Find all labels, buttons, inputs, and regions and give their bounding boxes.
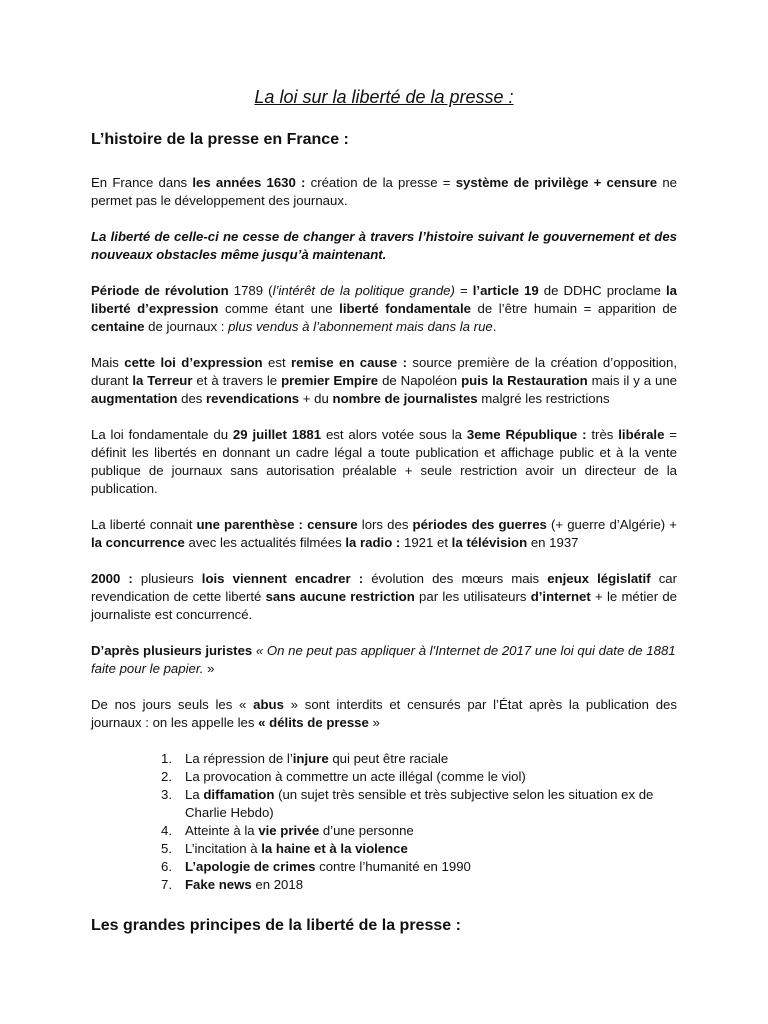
paragraph-origins (91, 174, 677, 210)
text-run-bold: 2000 : (91, 571, 133, 586)
text-run-bold: la liberté d’expression (91, 283, 678, 316)
text-run: est alors votée sous la (321, 427, 467, 442)
text-run-bold: liberté fondamentale (339, 301, 472, 316)
list-number: 7. (161, 877, 172, 892)
text-run: » (203, 661, 215, 676)
text-run: » (368, 715, 380, 730)
text-run-bold: une parenthèse : (196, 517, 303, 532)
text-run: plusieurs (132, 571, 202, 586)
text-run-bold: revendications (206, 391, 300, 406)
list-number: 6. (161, 859, 172, 874)
text-run-bold: remise en cause : (291, 355, 407, 370)
text-run-bold: la concurrence (91, 535, 185, 550)
text-run: L’incitation à (185, 841, 262, 856)
text-run: car revendication de cette liberté (91, 571, 678, 604)
text-run-bold: la haine et à la violence (261, 841, 408, 856)
text-run: La loi fondamentale du (91, 427, 233, 442)
text-run: ne permet pas le développement des journaux. (91, 175, 677, 208)
text-run: La répression de l’ (185, 751, 293, 766)
section-heading-principles: Les grandes principes de la liberté de la presse : (91, 917, 461, 934)
text-run: et à travers le (192, 373, 282, 388)
text-run-bold: la télévision (451, 535, 528, 550)
quote-text: On ne peut pas appliquer à l'Internet de 2017 une loi qui date de 1881 faite pour le papier. (91, 643, 676, 676)
text-run: de l’être humain = apparition de (471, 301, 677, 316)
paragraph-law-1881 (91, 426, 677, 498)
text-run-bold: Période de révolution (91, 283, 229, 298)
text-run-italic: « (252, 643, 267, 658)
text-run-bold: vie privée (258, 823, 320, 838)
text-run-bold: sans aucune restriction (265, 589, 415, 604)
text-run-bold: la Terreur (132, 373, 193, 388)
text-run: (+ guerre d’Algérie) + (546, 517, 677, 532)
text-run-bold: cette loi d’expression (124, 355, 263, 370)
text-run: qui peut être raciale (328, 751, 449, 766)
paragraph-2000 (91, 570, 677, 624)
text-run-bold: lois viennent encadrer : (201, 571, 364, 586)
text-run: très (586, 427, 619, 442)
text-run: En France dans (91, 175, 193, 190)
text-run: par les utilisateurs (414, 589, 531, 604)
text-run: 1921 et (400, 535, 452, 550)
list-item (161, 876, 677, 894)
document-title: La loi sur la liberté de la presse : (254, 87, 514, 107)
text-run: 1789 ( (228, 283, 273, 298)
text-run-bold: système de privilège + censure (455, 175, 658, 190)
text-run: est (262, 355, 292, 370)
text-run: Mais (91, 355, 125, 370)
text-run: Atteinte à la (185, 823, 259, 838)
text-run-italic: l’intérêt de la politique grande) (272, 283, 455, 298)
text-run-bold: centaine (91, 319, 145, 334)
list-number: 4. (161, 823, 172, 838)
text-run-bold: L’apologie de crimes (185, 859, 316, 874)
paragraph-press-offenses (91, 696, 677, 732)
text-run: mais il y a une (587, 373, 678, 388)
list-item (161, 858, 677, 876)
text-run: en 2018 (251, 877, 304, 892)
text-run: de Napoléon (378, 373, 462, 388)
text-run-italic: plus vendus à l’abonnement mais dans la rue (228, 319, 493, 334)
text-run-bold: enjeux législatif (547, 571, 651, 586)
list-number: 3. (161, 787, 172, 802)
text-run-bold: Fake news (185, 877, 252, 892)
offenses-list (91, 750, 677, 894)
text-run: = (454, 283, 473, 298)
paragraph-questioned (91, 354, 677, 408)
list-item (161, 750, 677, 768)
text-run-bold: premier Empire (281, 373, 379, 388)
text-run-bold: D’après plusieurs juristes (91, 643, 253, 658)
text-run: comme étant une (218, 301, 340, 316)
text-run-bold: nombre de journalistes (332, 391, 478, 406)
text-run: lors des (357, 517, 413, 532)
paragraph-freedom-changes: La liberté de celle-ci ne cesse de changer à travers l’histoire suivant le gouvernement et des nouveaux obstacles même jusqu’à maintenant. (91, 229, 677, 262)
text-run-bold: puis la Restauration (461, 373, 588, 388)
text-run-bold: l’article 19 (472, 283, 539, 298)
list-number: 5. (161, 841, 172, 856)
text-run: création de la presse = (305, 175, 456, 190)
text-run-bold: 29 juillet 1881 (232, 427, 322, 442)
list-item (161, 822, 677, 840)
text-run: des (177, 391, 207, 406)
list-number: 1. (161, 751, 172, 766)
text-run: source première de la création d’opposition, durant (91, 355, 677, 388)
text-run: contre l’humanité en 1990 (315, 859, 471, 874)
text-run-bold: libérale (618, 427, 665, 442)
text-run: » sont interdits et censurés par l’État après la publication des journaux : on les appelle les (91, 697, 677, 730)
text-run-bold: « délits de presse (258, 715, 369, 730)
text-run-bold: injure (292, 751, 329, 766)
text-run-bold: périodes des guerres (412, 517, 547, 532)
text-run-bold: d’internet (530, 589, 591, 604)
list-item (161, 786, 677, 822)
text-run: . (492, 319, 497, 334)
text-run: La liberté connait (91, 517, 197, 532)
paragraph-parenthesis (91, 516, 677, 552)
text-run-bold: censure (307, 517, 358, 532)
text-run: De nos jours seuls les « (91, 697, 254, 712)
text-run-bold: abus (253, 697, 284, 712)
list-number: 2. (161, 769, 172, 784)
text-run: avec les actualités filmées (184, 535, 346, 550)
text-run-bold: 3eme République : (466, 427, 587, 442)
text-run: de journaux : (144, 319, 229, 334)
text-run: d’une personne (319, 823, 414, 838)
paragraph-jurists-quote (91, 642, 677, 678)
text-run: + du (299, 391, 333, 406)
text-run-bold: diffamation (203, 787, 275, 802)
paragraph-revolution (91, 282, 677, 336)
text-run: en 1937 (527, 535, 579, 550)
text-run: (un sujet très sensible et très subjective selon les situation ex de Charlie Hebdo) (185, 787, 654, 820)
text-run: mais (503, 571, 548, 586)
text-run: La provocation à commettre un acte illégal (comme le viol) (185, 769, 526, 784)
text-run-bold: la radio : (345, 535, 401, 550)
text-run: de DDHC proclame (538, 283, 667, 298)
text-run: malgré les restrictions (477, 391, 610, 406)
text-run-bold: augmentation (91, 391, 178, 406)
text-run: = définit les libertés en donnant un cadre légal a toute publication et affichage public et à la vente publique de journaux sans autorisation préalable + seule restriction avoir un directeur de la publication. (91, 427, 678, 496)
text-run: La (185, 787, 204, 802)
text-run: évolution des mœurs (363, 571, 504, 586)
list-item (161, 840, 677, 858)
text-run-bold: les années 1630 : (192, 175, 306, 190)
list-item (161, 768, 677, 786)
text-run: + le métier de journaliste est concurrencé. (91, 589, 677, 622)
section-heading-history: L’histoire de la presse en France : (91, 131, 349, 148)
